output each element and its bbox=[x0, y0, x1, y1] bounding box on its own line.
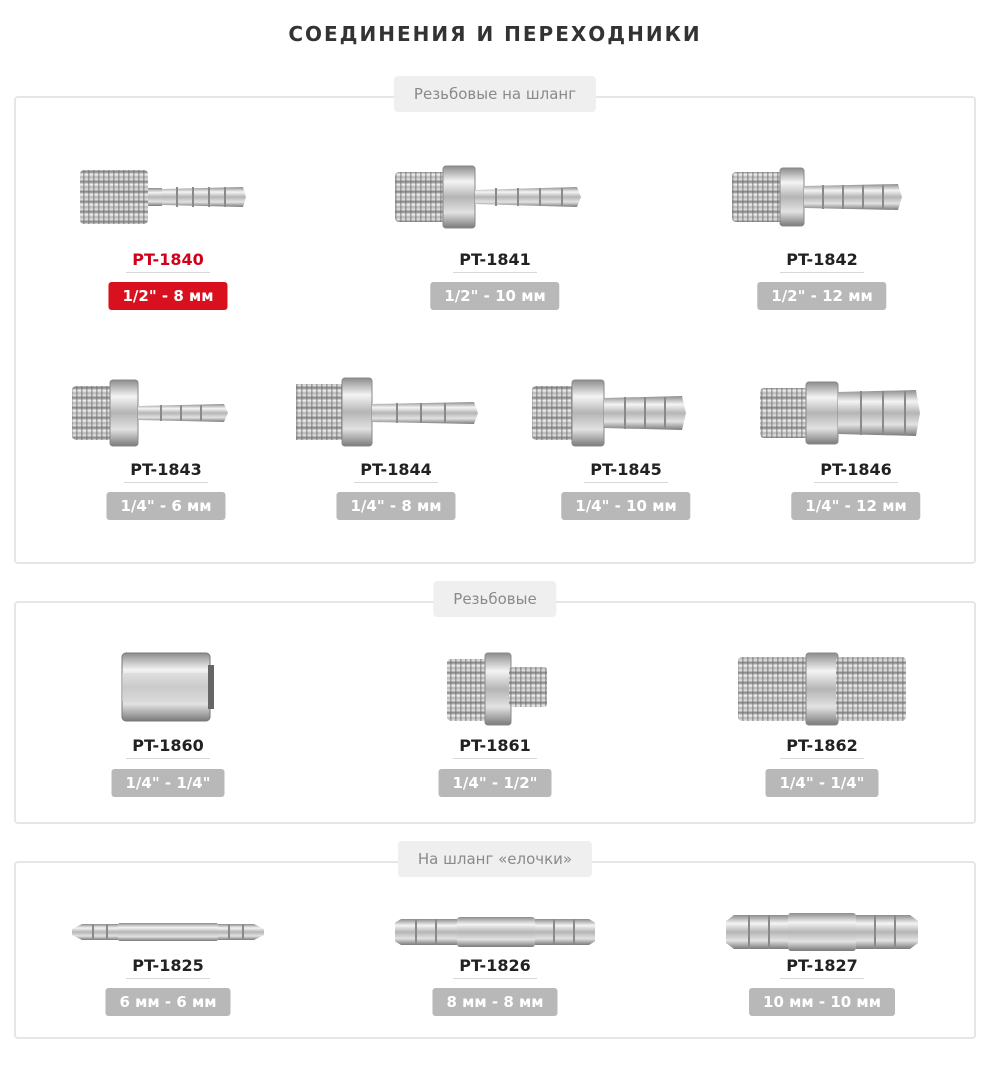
hose-barb-fitting-icon bbox=[395, 152, 595, 242]
size-badge: 1/4" - 10 мм bbox=[561, 492, 690, 520]
hose-barb-fitting-icon bbox=[756, 368, 956, 458]
product-code[interactable]: PT-1844 bbox=[296, 460, 496, 483]
size-badge: 8 мм - 8 мм bbox=[432, 988, 557, 1016]
section-label: На шланг «елочки» bbox=[398, 841, 592, 877]
size-badge: 1/2" - 8 мм bbox=[108, 282, 227, 310]
product-code[interactable]: PT-1861 bbox=[395, 736, 595, 759]
hose-barb-fitting-icon bbox=[68, 152, 268, 242]
size-badge: 1/4" - 1/4" bbox=[765, 769, 878, 797]
section-threaded-hose bbox=[14, 85, 976, 564]
size-badge: 1/4" - 8 мм bbox=[336, 492, 455, 520]
size-badge: 1/4" - 6 мм bbox=[106, 492, 225, 520]
product-code[interactable]: PT-1842 bbox=[722, 250, 922, 273]
product-code[interactable]: PT-1846 bbox=[756, 460, 956, 483]
hose-barb-fitting-icon bbox=[66, 368, 266, 458]
product-code[interactable]: PT-1827 bbox=[722, 956, 922, 979]
hex-coupling-icon bbox=[68, 643, 268, 733]
double-nipple-icon bbox=[722, 643, 922, 733]
size-badge: 1/2" - 12 мм bbox=[757, 282, 886, 310]
size-badge: 10 мм - 10 мм bbox=[749, 988, 895, 1016]
size-badge: 1/4" - 12 мм bbox=[791, 492, 920, 520]
section-hose-barb bbox=[14, 850, 976, 1039]
product-code[interactable]: PT-1840 bbox=[68, 250, 268, 273]
product-code[interactable]: PT-1843 bbox=[66, 460, 266, 483]
size-badge: 1/4" - 1/4" bbox=[111, 769, 224, 797]
hose-barb-fitting-icon bbox=[722, 152, 922, 242]
product-code[interactable]: PT-1841 bbox=[395, 250, 595, 273]
section-threaded bbox=[14, 590, 976, 824]
product-code[interactable]: PT-1860 bbox=[68, 736, 268, 759]
hose-barb-fitting-icon bbox=[296, 368, 496, 458]
product-code[interactable]: PT-1825 bbox=[68, 956, 268, 979]
size-badge: 1/4" - 1/2" bbox=[438, 769, 551, 797]
section-label: Резьбовые bbox=[433, 581, 556, 617]
product-code[interactable]: PT-1862 bbox=[722, 736, 922, 759]
hose-barb-fitting-icon bbox=[526, 368, 726, 458]
size-badge: 1/2" - 10 мм bbox=[430, 282, 559, 310]
reducer-nipple-icon bbox=[395, 643, 595, 733]
product-code[interactable]: PT-1826 bbox=[395, 956, 595, 979]
section-label: Резьбовые на шланг bbox=[394, 76, 596, 112]
size-badge: 6 мм - 6 мм bbox=[105, 988, 230, 1016]
product-code[interactable]: PT-1845 bbox=[526, 460, 726, 483]
page-title: СОЕДИНЕНИЯ И ПЕРЕХОДНИКИ bbox=[288, 22, 702, 46]
